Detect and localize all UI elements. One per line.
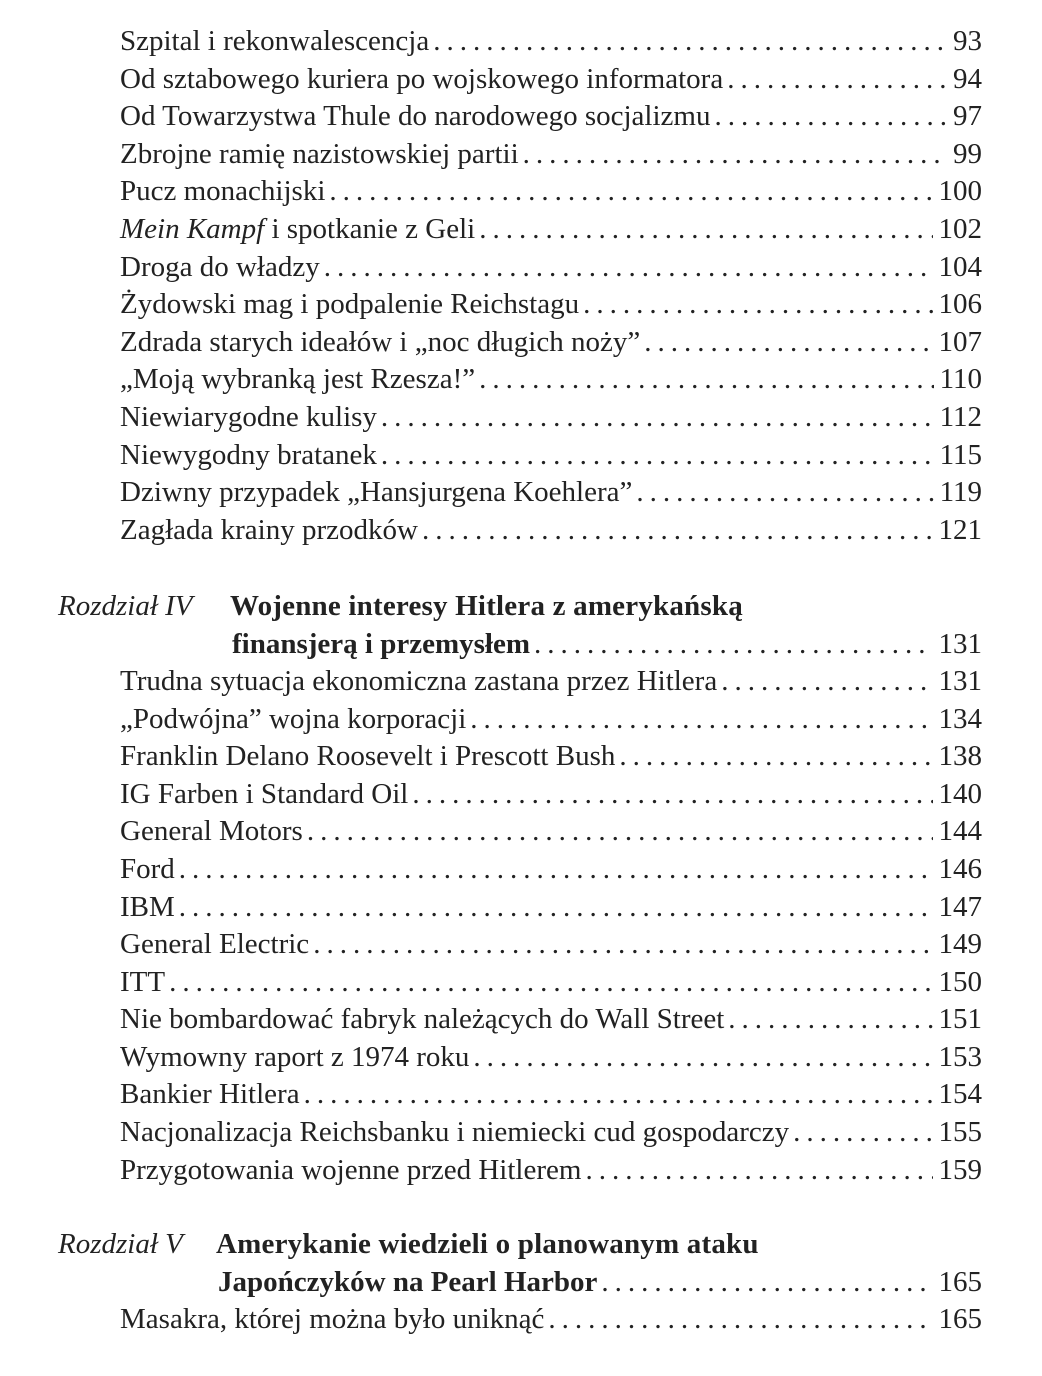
toc-entry <box>0 888 1042 926</box>
toc-entry <box>0 1151 1042 1189</box>
toc-entry <box>0 285 1042 323</box>
toc-entry <box>0 1300 1042 1338</box>
toc-entry <box>0 60 1042 98</box>
toc-entry-title: Bankier Hitlera <box>120 1078 300 1110</box>
dot-leader <box>479 210 932 248</box>
toc-entry-page: 165 <box>938 1266 982 1298</box>
dot-leader <box>601 1263 932 1301</box>
toc-entry <box>0 210 1042 248</box>
toc-entry <box>0 511 1042 549</box>
toc-entry-title: Od sztabowego kuriera po wojskowego informatora <box>120 63 724 95</box>
toc-entry-title: Franklin Delano Roosevelt i Prescott Bush <box>120 740 616 772</box>
dot-leader <box>585 1151 932 1189</box>
dot-leader <box>644 323 932 361</box>
toc-entry-title: Zdrada starych ideałów i „noc długich noży” <box>120 326 641 358</box>
dot-leader <box>727 60 947 98</box>
toc-entry <box>0 97 1042 135</box>
chapter-heading-line2: Japończyków na Pearl Harbor <box>218 1266 598 1298</box>
toc-entry <box>0 172 1042 210</box>
toc-entry-title: Szpital i rekonwalescencja <box>120 25 430 57</box>
toc-entry-page: 147 <box>938 891 982 923</box>
dot-leader <box>523 135 947 173</box>
toc-entry <box>0 398 1042 436</box>
chapter-heading-entry <box>0 625 1042 663</box>
toc-entry-page: 151 <box>938 1003 982 1035</box>
toc-entry-title: Zagłada krainy przodków <box>120 514 418 546</box>
dot-leader <box>313 925 932 963</box>
toc-entry-title: Droga do władzy <box>120 251 320 283</box>
toc-entry-page: 149 <box>938 928 982 960</box>
toc-entry-page: 97 <box>953 100 982 132</box>
toc-entry-page: 94 <box>953 63 982 95</box>
toc-entry-title: „Podwójna” wojna korporacji <box>120 703 467 735</box>
dot-leader <box>728 1000 932 1038</box>
toc-entry-page: 150 <box>938 966 982 998</box>
toc-entry <box>0 662 1042 700</box>
dot-leader <box>479 360 933 398</box>
toc-entry-page: 153 <box>938 1041 982 1073</box>
toc-entry-title: Trudna sytuacja ekonomiczna zastana przez Hitlera <box>120 665 718 697</box>
toc-entry-title: Ford <box>120 853 175 885</box>
dot-leader <box>548 1300 932 1338</box>
toc-entry-page: 140 <box>938 778 982 810</box>
toc-entry <box>0 1000 1042 1038</box>
toc-entry <box>0 700 1042 738</box>
dot-leader <box>179 888 933 926</box>
dot-leader <box>583 285 932 323</box>
toc-entry-page: 131 <box>938 665 982 697</box>
toc-entry-page: 112 <box>939 401 982 433</box>
toc-entry-page: 131 <box>938 628 982 660</box>
toc-entry-title <box>120 210 475 248</box>
toc-entry <box>0 775 1042 813</box>
dot-leader <box>381 436 934 474</box>
toc-entry <box>0 360 1042 398</box>
dot-leader <box>304 1075 933 1113</box>
dot-leader <box>307 812 933 850</box>
toc-entry-page: 110 <box>939 363 982 395</box>
dot-leader <box>329 172 932 210</box>
toc-entry <box>0 850 1042 888</box>
toc-entry <box>0 323 1042 361</box>
toc-entry-title: IG Farben i Standard Oil <box>120 778 409 810</box>
toc-entry-title: Zbrojne ramię nazistowskiej partii <box>120 138 519 170</box>
toc-entry-page: 121 <box>938 514 982 546</box>
toc-entry <box>0 1038 1042 1076</box>
dot-leader <box>793 1113 932 1151</box>
chapter-heading-line1: Wojenne interesy Hitlera z amerykańską <box>230 590 743 622</box>
toc-entry <box>0 473 1042 511</box>
chapter-label: Rozdział IV <box>58 590 193 622</box>
toc-entry-page: 165 <box>938 1303 982 1335</box>
toc-entry-title: General Motors <box>120 815 303 847</box>
toc-entry-page: 138 <box>938 740 982 772</box>
toc-entry-title: „Moją wybranką jest Rzesza!” <box>120 363 476 395</box>
book-title-italic: Mein Kampf <box>120 213 265 245</box>
toc-entry-title: IBM <box>120 891 175 923</box>
toc-entry-page: 154 <box>938 1078 982 1110</box>
toc-entry <box>0 135 1042 173</box>
toc-entry <box>0 812 1042 850</box>
toc-entry-page: 100 <box>938 175 982 207</box>
toc-entry-title: Pucz monachijski <box>120 175 326 207</box>
toc-entry <box>0 248 1042 286</box>
toc-entry-page: 107 <box>938 326 982 358</box>
toc-entry <box>0 737 1042 775</box>
dot-leader <box>412 775 932 813</box>
toc-entry-page: 134 <box>938 703 982 735</box>
toc-entry-title: Od Towarzystwa Thule do narodowego socjalizmu <box>120 100 711 132</box>
toc-entry-page: 146 <box>938 853 982 885</box>
dot-leader <box>433 22 947 60</box>
toc-entry-page: 159 <box>938 1154 982 1186</box>
toc-entry-title: Niewiarygodne kulisy <box>120 401 377 433</box>
toc-entry <box>0 925 1042 963</box>
toc-entry-title: Wymowny raport z 1974 roku <box>120 1041 470 1073</box>
dot-leader <box>473 1038 932 1076</box>
dot-leader <box>619 737 932 775</box>
toc-entry-title: Przygotowania wojenne przed Hitlerem <box>120 1154 582 1186</box>
dot-leader <box>636 473 933 511</box>
toc-entry-title: Nie bombardować fabryk należących do Wall Street <box>120 1003 725 1035</box>
dot-leader <box>721 662 932 700</box>
toc-entry-title: Nacjonalizacja Reichsbanku i niemiecki cud gospodarczy <box>120 1116 790 1148</box>
chapter-heading-line2: finansjerą i przemysłem <box>232 628 530 660</box>
dot-leader <box>714 97 947 135</box>
toc-entry-page: 144 <box>938 815 982 847</box>
toc-entry-page: 104 <box>938 251 982 283</box>
dot-leader <box>470 700 932 738</box>
toc-entry-title: ITT <box>120 966 166 998</box>
toc-entry-page: 93 <box>953 25 982 57</box>
toc-entry-title: Żydowski mag i podpalenie Reichstagu <box>120 288 580 320</box>
toc-entry-title: General Electric <box>120 928 310 960</box>
dot-leader <box>534 625 933 663</box>
dot-leader <box>324 248 933 286</box>
toc-entry <box>0 22 1042 60</box>
toc-entry <box>0 1075 1042 1113</box>
toc-entry-title-rest: i spotkanie z Geli <box>264 213 476 245</box>
toc-entry-page: 119 <box>939 476 982 508</box>
dot-leader <box>169 963 932 1001</box>
toc-entry-title: Masakra, której można było uniknąć <box>120 1303 545 1335</box>
toc-entry-page: 155 <box>938 1116 982 1148</box>
chapter-label: Rozdział V <box>58 1228 183 1260</box>
toc-entry-page: 99 <box>953 138 982 170</box>
toc-entry <box>0 1113 1042 1151</box>
dot-leader <box>381 398 934 436</box>
toc-entry-title: Dziwny przypadek „Hansjurgena Koehlera” <box>120 476 633 508</box>
toc-entry <box>0 963 1042 1001</box>
toc-entry-page: 106 <box>938 288 982 320</box>
toc-entry-page: 115 <box>939 439 982 471</box>
chapter-heading-line1: Amerykanie wiedzieli o planowanym ataku <box>216 1228 759 1260</box>
toc-entry-title: Niewygodny bratanek <box>120 439 377 471</box>
chapter-heading-entry <box>0 1263 1042 1301</box>
toc-entry <box>0 436 1042 474</box>
toc-entry-page: 102 <box>938 213 982 245</box>
dot-leader <box>179 850 933 888</box>
dot-leader <box>422 511 933 549</box>
